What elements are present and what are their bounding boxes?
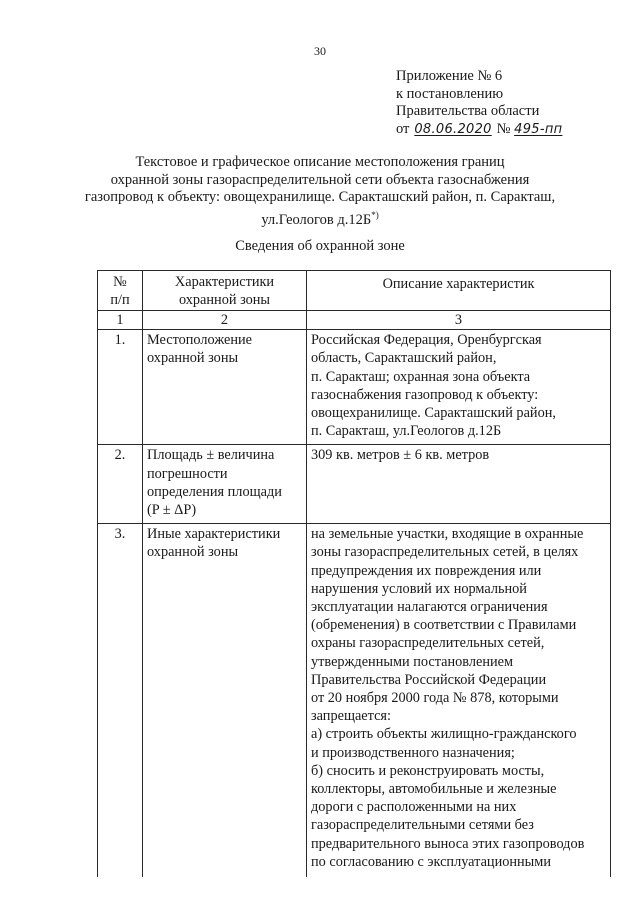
header-characteristics: [143, 271, 307, 311]
description-line: охраны газораспределительных сетей,: [311, 635, 545, 652]
characteristic-line: охранной зоны: [147, 544, 239, 561]
description-line: газоснабжения газопровод к объекту:: [311, 386, 539, 403]
description-line: а) строить объекты жилищно-гражданского: [311, 726, 577, 743]
row-description: [307, 445, 611, 524]
row-characteristic: [143, 330, 307, 445]
appendix-line: к постановлению: [396, 85, 504, 102]
characteristic-line: (P ± ΔP): [147, 502, 197, 519]
description-line: нарушения условий их нормальной: [311, 580, 527, 597]
row-characteristic: [143, 445, 307, 524]
row-number: 1.: [98, 330, 143, 445]
description-line: предупреждения их повреждения или: [311, 562, 542, 579]
description-line: область, Саракташский район,: [311, 350, 497, 367]
description-line: коллекторы, автомобильные и железные: [311, 781, 557, 798]
characteristic-line: Иные характеристики: [147, 526, 281, 543]
column-number-row: [98, 311, 611, 330]
characteristic-line: определения площади: [147, 483, 282, 500]
number-prefix: №: [496, 120, 511, 137]
description-line: утвержденными постановлением: [311, 653, 514, 670]
column-number: 2: [143, 311, 307, 330]
date-prefix: от: [396, 120, 410, 137]
table-header-row: [98, 271, 611, 311]
description-line: запрещается:: [311, 708, 391, 725]
header-line: охранной зоны: [178, 292, 271, 308]
characteristic-line: погрешности: [147, 465, 228, 482]
title-line: охранной зоны газораспределительной сети объекта газоснабжения: [110, 171, 530, 188]
row-number: 3.: [98, 524, 143, 877]
table-row: [98, 330, 611, 445]
characteristic-line: Площадь ± величина: [147, 447, 275, 464]
description-line: эксплуатации налагаются ограничения: [311, 599, 548, 616]
table-row: [98, 524, 611, 877]
row-number: 2.: [98, 445, 143, 524]
handwritten-date: 08.06.2020: [414, 121, 492, 137]
description-line: п. Саракташ; охранная зона объекта: [311, 368, 531, 385]
description-line: Российская Федерация, Оренбургская: [311, 332, 542, 349]
section-title: Сведения об охранной зоне: [235, 238, 405, 254]
description-line: зоны газораспределительных сетей, в целях: [311, 544, 579, 561]
description-line: п. Саракташ, ул.Геологов д.12Б: [311, 423, 502, 440]
description-line: газораспределительными сетями без: [311, 817, 534, 834]
appendix-block: [396, 68, 578, 138]
description-line: Правительства Российской Федерации: [311, 671, 547, 688]
header-line: Характеристики: [174, 273, 275, 290]
description-line: дороги с расположенными на них: [311, 799, 517, 816]
document-title: [0, 154, 640, 229]
title-line: [0, 207, 640, 229]
title-line: газопровод к объекту: овощехранилище. Саракташский район, п. Саракташ,: [84, 189, 556, 205]
characteristic-line: Местоположение: [147, 332, 252, 349]
column-number: 1: [98, 311, 143, 330]
description-line: (обременения) в соответствии с Правилами: [311, 617, 577, 634]
title-line-text: ул.Геологов д.12Б: [261, 211, 372, 228]
characteristic-line: охранной зоны: [147, 350, 239, 367]
header-line: п/п: [110, 292, 130, 308]
protection-zone-table: [97, 270, 611, 877]
header-number: [98, 271, 143, 311]
header-description: [307, 271, 611, 311]
description-line: овощехранилище. Саракташский район,: [311, 405, 556, 422]
table-body: [98, 311, 611, 878]
description-line: б) сносить и реконструировать мосты,: [311, 762, 545, 779]
page-number: 30: [314, 44, 326, 58]
appendix-line: Приложение № 6: [396, 68, 503, 84]
row-description: [307, 330, 611, 445]
description-line: на земельные участки, входящие в охранные: [311, 526, 584, 543]
footnote-mark: *): [371, 209, 379, 220]
row-description: [307, 524, 611, 877]
description-line: и производственного назначения;: [311, 744, 515, 761]
appendix-date-line: [396, 121, 578, 139]
description-line: 309 кв. метров ± 6 кв. метров: [311, 447, 490, 464]
header-line: Описание характеристик: [382, 276, 535, 292]
description-line: по согласованию с эксплуатационными: [311, 853, 551, 870]
table-row: [98, 445, 611, 524]
column-number: 3: [307, 311, 611, 330]
header-line: №: [113, 273, 127, 290]
appendix-line: Правительства области: [396, 103, 540, 119]
title-line: Текстовое и графическое описание местоположения границ: [135, 154, 505, 170]
description-line: от 20 ноября 2000 года № 878, которыми: [311, 690, 559, 707]
handwritten-number: 495-пп: [514, 121, 563, 137]
description-line: предварительного выноса этих газопроводов: [311, 835, 585, 852]
row-characteristic: [143, 524, 307, 877]
